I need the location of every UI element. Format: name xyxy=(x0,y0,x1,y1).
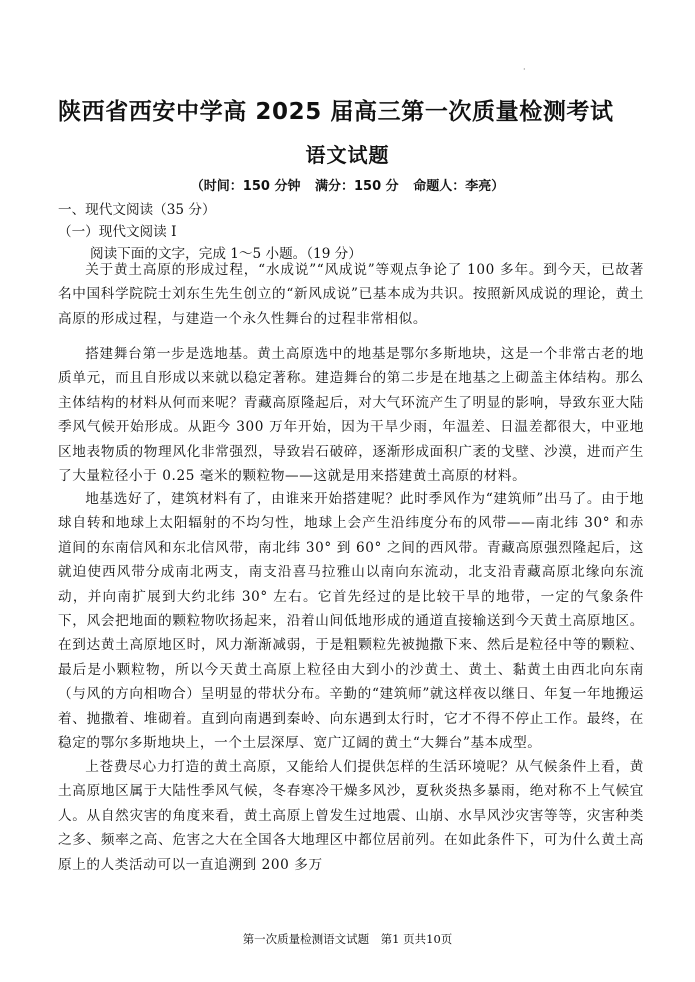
scan-dot: · xyxy=(523,65,526,74)
page-footer: 第一次质量检测语文试题 第1 页共10页 xyxy=(242,932,453,946)
exam-author: 命题人：李亮） xyxy=(413,179,505,194)
exam-score: 满分：150 分 xyxy=(314,179,399,194)
section-heading: 一、现代文阅读（35 分） xyxy=(58,202,216,218)
exam-meta xyxy=(0,176,695,198)
passage-paragraph: 地基选好了，建筑材料有了，由谁来开始搭建呢？此时季风作为“建筑师”出马了。由于地球自转和地球上太阳辐射的不均匀性，地球上会产生沿纬度分布的风带——南北纬 30° 和赤道间的东南信风和东北信风带，南北纬 30° 到 60° 之间的西风带。青藏高原强烈隆起后，这就迫使西风带分成南北两支，南支沿喜马拉雅山以南向东流动，北支沿青藏高原北缘向东流动，并向南扩展到大约北纬 30° 左右。它首先经过的是比较干旱的地带，一定的气象条件下，风会把地面的颗粒物吹扬起来，沿着山间低地形成的通道直接输送到今天黄土高原地区。在到达黄土高原地区时，风力渐渐减弱，于是粗颗粒先被抛撒下来、然后是粒径中等的颗粒、最后是小颗粒物，所以今天黄土高原上粒径由大到小的沙黄土、黄土、黏黄土由西北向东南（与风的方向相吻合）呈明显的带状分布。辛勤的“建筑师”就这样夜以继日、年复一年地搬运着、抛撒着、堆砌着。直到向南遇到秦岭、向东遇到太行时，它才不得不停止工作。最终，在稳定的鄂尔多斯地块上，一个土层深厚、宽广辽阔的黄土“大舞台”基本成型。 xyxy=(58,491,644,752)
reading-instruction: 阅读下面的文字，完成 1～5 小题。（19 分） xyxy=(90,246,362,262)
passage-paragraph: 上苍费尽心力打造的黄土高原，又能给人们提供怎样的生活环境呢？从气候条件上看，黄土高原地区属于大陆性季风气候，冬春寒冷干燥多风沙，夏秋炎热多暴雨，绝对称不上气候宜人。从自然灾害的角度来看，黄土高原上曾发生过地震、山崩、水旱风沙灾害等等，灾害种类之多、频率之高、危害之大在全国各大地理区中都位居前列。在如此条件下，可为什么黄土高原上的人类活动可以一直追溯到 200 多万 xyxy=(58,759,644,873)
passage-paragraph: 搭建舞台第一步是选地基。黄土高原选中的地基是鄂尔多斯地块，这是一个非常古老的地质单元，而且自形成以来就以稳定著称。建造舞台的第二步是在地基之上砌盖主体结构。那么主体结构的材料从何而来呢？青藏高原隆起后，对大气环流产生了明显的影响，导致东亚大陆季风气候开始形成。从距今 300 万年开始，因为干旱少雨，年温差、日温差都很大，中亚地区地表物质的物理风化非常强烈，导致岩石破碎，逐渐形成面积广袤的戈壁、沙漠，进而产生了大量粒径小于 0.25 毫米的颗粒物——这就是用来搭建黄土高原的材料。 xyxy=(58,346,644,485)
exam-title: 陕西省西安中学高 2025 届高三第一次质量检测考试 xyxy=(58,99,614,125)
subsection-heading: （一）现代文阅读 I xyxy=(58,224,177,240)
subject-title: 语文试题 xyxy=(305,143,390,167)
exam-time: （时间：150 分钟 xyxy=(190,179,301,194)
passage-paragraph: 关于黄土高原的形成过程，“水成说”“风成说”等观点争论了 100 多年。到今天，已故著名中国科学院院士刘东生先生创立的“新风成说”已基本成为共识。按照新风成说的理论，黄土高原的形成过程，与建造一个永久性舞台的过程非常相似。 xyxy=(58,262,644,327)
